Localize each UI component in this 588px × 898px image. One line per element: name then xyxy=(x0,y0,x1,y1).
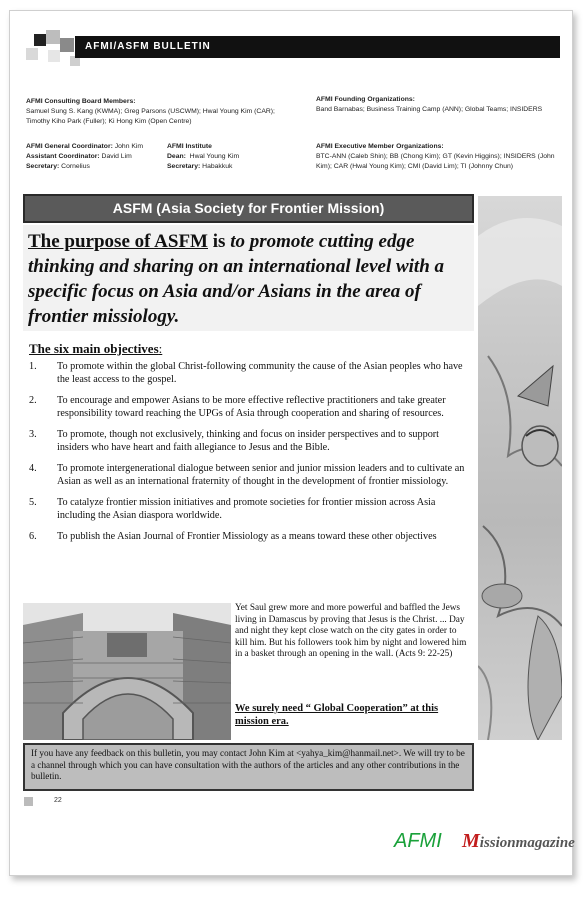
secretary-label: Secretary: xyxy=(26,163,60,170)
objective-item xyxy=(29,530,469,543)
afmi-logo: AFMI xyxy=(394,830,442,852)
objectives-title-text: The six main objectives xyxy=(29,341,159,356)
objective-text: To publish the Asian Journal of Frontier Missiology as a means toward these other objectives xyxy=(57,531,437,542)
objectives-list xyxy=(29,360,469,551)
executive-orgs xyxy=(316,142,561,172)
secretary-value: Cornelius xyxy=(61,163,90,170)
damascus-gate-photo xyxy=(23,603,231,740)
objective-text: To encourage and empower Asians to be more effective reflective practitioners and take greater responsibility toward reaching the UPGs of Asia through cooperation and sharing of resources. xyxy=(57,395,446,419)
objective-number: 3. xyxy=(29,429,37,440)
purpose-is: is xyxy=(208,231,231,252)
exec-text: BTC-ANN (Caleb Shin); BB (Chong Kim); GT (Kevin Higgins); INSIDERS (John Kim); CAR (Hwal Young Kim); CMI (David Lim); TI (Johnny Chun) xyxy=(316,153,555,170)
stone-arch-illustration xyxy=(23,603,231,740)
founding-orgs xyxy=(316,95,561,115)
institute-label: AFMI Institute xyxy=(167,143,212,150)
purpose-lead: The purpose of ASFM xyxy=(28,231,208,252)
objective-text: To promote within the global Christ-following community the cause of the Asian peoples who have the least access to the gospel. xyxy=(57,361,463,385)
institute xyxy=(167,142,287,172)
objective-number: 1. xyxy=(29,361,37,372)
bulletin-header: AFMI/ASFM BULLETIN xyxy=(75,36,560,58)
objective-item xyxy=(29,394,469,420)
general-coordinator-value: John Kim xyxy=(114,143,144,150)
purpose-statement xyxy=(28,229,474,329)
objective-text: To promote intergenerational dialogue between senior and junior mission leaders and to cultivate an Asian as well as an international fraternity of thought in the development of frontier missiology. xyxy=(57,463,465,487)
objective-number: 2. xyxy=(29,395,37,406)
assistant-coordinator-label: Assistant Coordinator: xyxy=(26,153,100,160)
asfm-title-bar: ASFM (Asia Society for Frontier Mission) xyxy=(23,194,474,223)
exec-label: AFMI Executive Member Organizations: xyxy=(316,143,444,150)
page-number: 22 xyxy=(54,797,62,804)
general-coordinator-label: AFMI General Coordinator: xyxy=(26,143,113,150)
founding-label: AFMI Founding Organizations: xyxy=(316,96,415,103)
assistant-coordinator-value: David Lim xyxy=(101,153,132,160)
consulting-board xyxy=(26,97,276,127)
decorative-artwork xyxy=(478,196,562,740)
objective-text: To catalyze frontier mission initiatives and promote societies for frontier mission across Asia including the Asian diaspora worldwide. xyxy=(57,497,436,521)
institute-secretary-label: Secretary: xyxy=(167,163,201,170)
artwork-illustration xyxy=(478,196,562,740)
cooperation-call: We surely need “ Global Cooperation” at this mission era. xyxy=(235,703,439,727)
objective-number: 4. xyxy=(29,463,37,474)
objective-number: 6. xyxy=(29,531,37,542)
objective-item xyxy=(29,428,469,454)
institute-secretary-value: Habakkuk xyxy=(202,163,233,170)
purpose-rest: to promote cutting edge thinking and sharing on an international level with a specific focus on Asia and/or Asians in the area of frontier missiology. xyxy=(28,231,445,327)
mission-magazine-logo xyxy=(462,830,575,853)
founding-text: Band Barnabas; Business Training Camp (ANN); Global Teams; INSIDERS xyxy=(316,106,543,113)
coordinators xyxy=(26,142,156,172)
dean-value: Hwal Young Kim xyxy=(189,153,240,160)
objectives-title: The six main objectives: xyxy=(29,341,163,356)
scripture-quote: Yet Saul grew more and more powerful and baffled the Jews living in Damascus by proving that Jesus is the Christ. ... Day and night they kept close watch on the city gates in order to kill him. But his followers took him by night and lowered him in a basket through an opening in the wall. (Acts 9: 22-25) xyxy=(235,603,467,660)
page-number-marker xyxy=(24,797,33,806)
feedback-box: If you have any feedback on this bulletin, you may contact John Kim at <yahya_kim@hanmail.net>. We will try to be a channel through which you can have consultation with the authors of the articles and any other contributions in the bulletin. xyxy=(23,743,474,791)
consulting-text: Samuel Sung S. Kang (KWMA); Greg Parsons (USCWM); Hwal Young Kim (CAR); Timothy Kiho Park (Fuller); Ki Hong Kim (Open Centre) xyxy=(26,108,275,125)
objective-item xyxy=(29,462,469,488)
objective-text: To promote, though not exclusively, thinking and focus on insider perspectives and to support insiders who have heart and faith allegiance to Jesus and the Bible. xyxy=(57,429,440,453)
objective-number: 5. xyxy=(29,497,37,508)
dean-label: Dean: xyxy=(167,153,186,160)
objective-item xyxy=(29,496,469,522)
mission-magazine-text: issionmagazine xyxy=(479,835,575,851)
mission-magazine-m: M xyxy=(462,830,480,852)
objective-item xyxy=(29,360,469,386)
consulting-label: AFMI Consulting Board Members: xyxy=(26,98,136,105)
